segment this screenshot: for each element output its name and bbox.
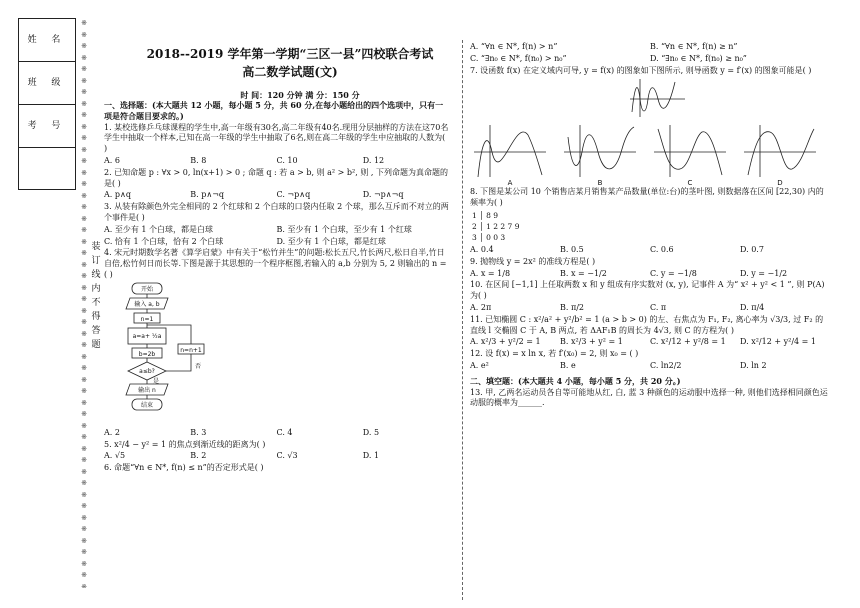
- q2-options: [104, 190, 449, 201]
- section1-heading: 一、选择题：(本大题共 12 小题，每小题 5 分，共 60 分,在每小题给出的四个选项中，只有一项是符合题目要求的。): [104, 100, 444, 121]
- flow-yes: 是: [152, 377, 160, 385]
- q6-stem: 6. 命题“∀n ∈ N*, f(n) ≤ n”的否定形式是( ): [104, 463, 264, 473]
- q10-option: C. π: [650, 302, 667, 312]
- q3-option: C. 恰有 1 个白球，恰有 2 个白球: [104, 236, 224, 246]
- q7-label-c: C: [687, 179, 693, 188]
- q9-option: B. x = −1/2: [560, 268, 607, 278]
- flow-b-update: b=2b: [138, 350, 156, 358]
- q8-options: [470, 245, 830, 256]
- section2-heading: 二、填空题：(本大题共 4 小题，每小题 5 分，共 20 分。): [470, 375, 681, 386]
- q1-option: A. 6: [104, 155, 120, 165]
- class-label: 班 级: [19, 62, 75, 105]
- q6-option: B. “∀n ∈ N*, f(n) ≥ n”: [650, 42, 738, 51]
- q7-label-d: D: [777, 179, 783, 188]
- q11-option: D. x²/12 + y²/4 = 1: [740, 337, 816, 347]
- q12-options: [470, 361, 830, 372]
- q12-option: C. ln2/2: [650, 360, 682, 370]
- q11-options: [470, 337, 830, 348]
- q1-option: C. 10: [276, 155, 298, 165]
- q5-option: D. 1: [362, 451, 380, 461]
- q11-stem: 11. 已知椭圆 C : x²/a² + y²/b² = 1 (a > b > 0) 的左、右焦点为 F₁, F₂, 离心率为 √3/3, 过 F₂ 的直线 l 交椭圆 C 于 A, B 两点, 若 ΔAF₁B 的周长为 4√3, 则 C 的方程为( ): [470, 314, 824, 335]
- q6-option: C. “∃n₀ ∈ N*, f(n₀) > n₀”: [470, 53, 567, 63]
- stem-leaf-row: 3 │ 0 0 3: [472, 232, 506, 242]
- flow-a-update: a=a+ ½a: [132, 332, 162, 340]
- q4-option: A. 2: [104, 427, 120, 437]
- q10-stem: 10. 在区间 [−1,1] 上任取两数 x 和 y 组成有序实数对 (x, y), 记事件 A 为“ x² + y² < 1 ”, 则 P(A) 为( ): [470, 280, 825, 301]
- q7-label-b: B: [597, 179, 603, 188]
- flow-ninc: n=n+1: [180, 346, 202, 354]
- blank-row: [19, 148, 75, 190]
- q4-option: B. 3: [190, 427, 207, 437]
- q3-options-ab: [104, 225, 449, 236]
- stem-leaf-row: 2 │ 1 2 2 7 9: [472, 221, 520, 231]
- q7-main-graph: [630, 79, 685, 117]
- q7-label-a: A: [507, 179, 513, 188]
- flowchart: [112, 282, 232, 428]
- binding-dots: ※ ※ ※ ※ ※ ※ ※ ※ ※ ※ ※ ※ ※ ※ ※ ※ ※ ※ ※ ※ ※ ※ ※ ※ ※ ※ ※ ※ ※ ※ ※ ※ ※ ※ ※ ※ ※ ※ ※ ※ ※ ※ ※ ※ ※ ※ ※ ※ ※ ※: [81, 19, 87, 588]
- q2-option: D. ¬p∧¬q: [362, 190, 404, 200]
- exam-meta: 时 间：120 分钟 满 分：150 分: [240, 90, 360, 100]
- stem-leaf-plot: [472, 210, 830, 243]
- stem-leaf-row: 1 │ 8 9: [472, 210, 499, 220]
- q4-option: D. 5: [362, 427, 380, 437]
- q7-stem: 7. 设函数 f(x) 在定义域内可导, y = f(x) 的图象如下图所示, 则导函数 y = f′(x) 的图象可能是( ): [470, 65, 812, 75]
- q7-graph-c: [654, 125, 726, 177]
- q12-stem: 12. 设 f(x) = x ln x, 若 f′(x₀) = 2, 则 x₀ = ( ): [470, 349, 639, 359]
- binding-line-text: 装 订 线 内 不 得 答 题: [91, 242, 101, 350]
- q3-option: D. 至少有 1 个白球，都是红球: [276, 236, 386, 246]
- q6-options-ab: [470, 42, 830, 53]
- column-divider: [462, 40, 463, 600]
- q2-option: A. p∧q: [104, 190, 131, 200]
- q9-option: A. x = 1/8: [470, 268, 511, 278]
- q5-stem: 5. x²/4 − y² = 1 的焦点到渐近线的距离为( ): [104, 439, 266, 449]
- exam-subtitle: 高二数学试题(文): [242, 65, 338, 79]
- q1-option: D. 12: [362, 155, 385, 165]
- q5-option: A. √5: [104, 451, 126, 461]
- q7-graphs: [470, 77, 830, 187]
- q9-option: C. y = −1/8: [650, 268, 697, 278]
- q5-options: [104, 451, 449, 462]
- q1-options: [104, 156, 449, 167]
- q11-option: A. x²/3 + y²/2 = 1: [470, 337, 541, 347]
- q11-option: C. x²/12 + y²/8 = 1: [650, 337, 726, 347]
- q6-options-cd: [470, 54, 830, 65]
- q10-option: D. π/4: [740, 302, 765, 312]
- q7-graph-d: [744, 125, 816, 177]
- q4-option: C. 4: [276, 427, 293, 437]
- flow-no: 否: [194, 362, 202, 370]
- q9-stem: 9. 抛物线 y = 2x² 的准线方程是( ): [470, 256, 596, 266]
- q10-options: [470, 303, 830, 314]
- q9-option: D. y = −1/2: [740, 268, 788, 278]
- flow-start: 开始: [140, 285, 154, 293]
- flow-end: 结束: [140, 401, 154, 409]
- column-right: [470, 42, 830, 410]
- q11-option: B. x²/3 + y² = 1: [560, 337, 623, 347]
- q5-option: C. √3: [276, 451, 298, 461]
- q7-graph-b: [564, 125, 636, 177]
- q1-stem: 1. 某校选修乒乓球课程的学生中,高一年级有30名,高二年级有40名.现用分层抽样的方法在这70名学生中抽取一个样本,已知在高一年级的学生中抽取了6名,则在高二年级的学生中应抽取的人数为( ): [104, 122, 449, 154]
- flow-output: 输出 n: [138, 386, 156, 394]
- q5-option: B. 2: [190, 451, 207, 461]
- q10-option: A. 2π: [470, 302, 492, 312]
- q13-stem: 13. 甲, 乙两名运动员各自等可能地从红, 白, 蓝 3 种颜色的运动服中选择一种, 则他们选择相同颜色运动服的概率为______.: [470, 387, 828, 408]
- q2-option: B. p∧¬q: [190, 190, 225, 200]
- q12-option: B. e: [560, 360, 576, 370]
- q3-options-cd: [104, 237, 449, 248]
- q8-option: B. 0.5: [560, 244, 584, 254]
- q3-option: A. 至少有 1 个白球，都是白球: [104, 224, 214, 234]
- q10-option: B. π/2: [560, 302, 585, 312]
- q8-option: A. 0.4: [470, 244, 494, 254]
- q1-option: B. 8: [190, 155, 207, 165]
- q12-option: D. ln 2: [740, 360, 767, 370]
- q9-options: [470, 269, 830, 280]
- id-label: 考 号: [19, 105, 75, 148]
- flow-n1: n=1: [140, 315, 154, 323]
- q8-option: C. 0.6: [650, 244, 674, 254]
- exam-title: 2018--2019 学年第一学期“三区一县”四校联合考试: [146, 47, 434, 61]
- q4-stem: 4. 宋元时期数学名著《算学启蒙》中有关于“松竹并生”的问题:松长五尺,竹长两尺,松日自半,竹日自倍,松竹何日而长等.下图是源于其思想的一个程序框图,若输入的 a,b 分别为 5, 2 则输出的 n = ( ): [104, 248, 447, 279]
- q8-stem: 8. 下图是某公司 10 个销售店某月销售某产品数量(单位:台)的茎叶图, 则数据落在区间 [22,30) 内的频率为( ): [470, 187, 824, 208]
- name-label: 姓 名: [19, 19, 75, 62]
- q6-option: D. “∃n₀ ∈ N*, f(n₀) ≥ n₀”: [650, 53, 747, 63]
- q8-option: D. 0.7: [740, 244, 764, 254]
- q12-option: A. e²: [470, 360, 489, 370]
- q6-option: A. “∀n ∈ N*, f(n) > n”: [470, 42, 558, 51]
- q3-option: B. 至少有 1 个白球，至少有 1 个红球: [276, 224, 412, 234]
- q2-option: C. ¬p∧q: [276, 190, 311, 200]
- q4-options: [104, 428, 449, 439]
- q3-stem: 3. 从装有除颜色外完全相同的 2 个红球和 2 个白球的口袋内任取 2 个球，那么互斥而不对立的两个事件是( ): [104, 202, 449, 222]
- column-left: [104, 100, 449, 475]
- student-info-box: [18, 18, 76, 190]
- q2-stem: 2. 已知命题 p : ∀x > 0, ln(x+1) > 0 ; 命题 q : 若 a > b, 则 a² > b², 则 , 下列命题为真命题的是( ): [104, 167, 448, 188]
- q7-graph-a: [474, 125, 546, 177]
- flow-input: 输入 a, b: [134, 300, 160, 308]
- flow-cond: a≤b?: [139, 367, 155, 375]
